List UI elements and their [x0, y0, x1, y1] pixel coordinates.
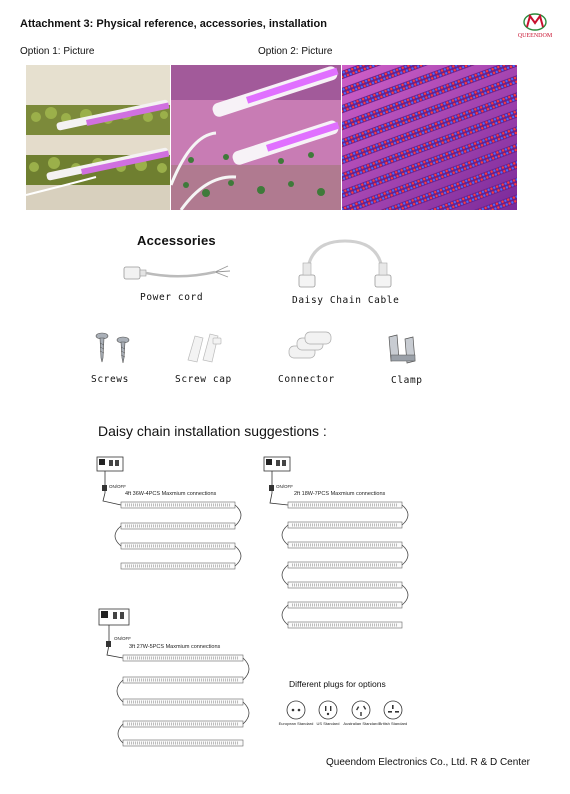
page-title: Attachment 3: Physical reference, accessories, installation — [20, 18, 327, 30]
screw-cap-image — [183, 330, 228, 365]
screws-label: Screws — [91, 374, 129, 385]
clamp-image — [385, 333, 430, 368]
plug-options — [278, 700, 410, 740]
queendom-logo — [513, 10, 557, 44]
photo-option2-seedlings — [171, 65, 341, 210]
european-standard-label: European Standard — [278, 721, 314, 726]
logo-text: QUEENDOM — [517, 33, 553, 39]
diagram-4ft-switch-label: ON/OFF — [109, 484, 126, 489]
us-standard-label: US Standard — [316, 721, 340, 726]
diagram-3ft-switch-label: ON/OFF — [114, 636, 131, 641]
photo-option2-led-rows — [342, 65, 517, 210]
diagram-3ft — [97, 607, 257, 747]
connector-label: Connector — [278, 374, 335, 385]
us-plug-icon — [319, 701, 337, 719]
plugs-title: Different plugs for options — [289, 679, 386, 689]
diagram-4ft — [95, 455, 255, 575]
daisy-chain-cable-image — [285, 235, 405, 291]
screw-cap-label: Screw cap — [175, 374, 232, 385]
photo-option1-shelf — [26, 65, 170, 210]
british-standard-label: British Standard — [378, 721, 408, 726]
diagram-2ft-caption: 2ft 18W-7PCS Maxmium connections — [294, 491, 386, 497]
diagram-3ft-drawing — [97, 607, 257, 747]
option2-label: Option 2: Picture — [258, 46, 333, 57]
diagram-4ft-drawing — [95, 455, 255, 575]
option1-label: Option 1: Picture — [20, 46, 95, 57]
diagram-2ft — [262, 455, 422, 645]
australian-plug-icon — [352, 701, 370, 719]
diagram-4ft-caption: 4ft 36W-4PCS Maxmium connections — [125, 491, 217, 497]
power-cord-label: Power cord — [140, 292, 204, 303]
australian-standard-label: Australian Standard — [343, 721, 379, 726]
connector-image — [285, 330, 335, 365]
diagram-2ft-switch-label: ON/OFF — [276, 484, 293, 489]
daisy-chain-cable-label: Daisy Chain Cable — [292, 295, 400, 306]
diagram-3ft-caption: 3ft 27W-5PCS Maxmium connections — [129, 644, 221, 650]
european-plug-icon — [287, 701, 305, 719]
british-plug-icon — [384, 701, 402, 719]
daisy-chain-title: Daisy chain installation suggestions : — [98, 423, 327, 439]
screws-image — [90, 330, 135, 365]
accessories-title: Accessories — [137, 233, 216, 248]
power-cord-image — [120, 258, 240, 288]
clamp-label: Clamp — [391, 375, 423, 386]
footer-company: Queendom Electronics Co., Ltd. R & D Center — [326, 757, 530, 768]
